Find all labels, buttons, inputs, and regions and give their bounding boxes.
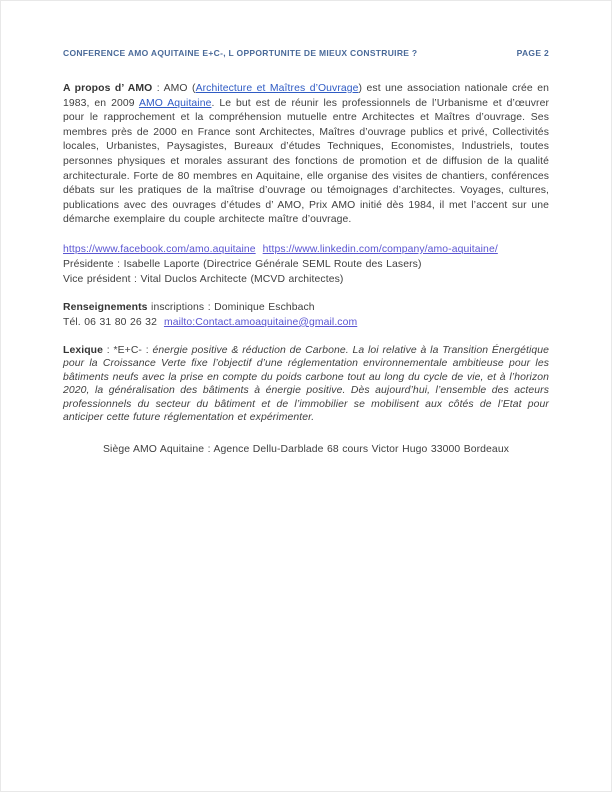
about-text-2: ) est une association nationale crée en 1983, en 2009 bbox=[63, 83, 549, 109]
lexique-body: La loi relative à la Transition Énergétique pour la Croissance Verte fixe l’objectif d’une réglementation environnementale ambitieuse pour les bâtiments neufs avec la prise en compte du poids carbone tout au long du cycle de vie, et à l’horizon 2020, la généralisation des bâtiments à énergie positive. Dès aujourd’hui, l’ensemble des acteurs professionnels du secteur du bâtiment et de l’immobilier se mobilisent aux côtés de l’Etat pour anticiper cette future réglementation et expérimenter. bbox=[63, 344, 549, 424]
linkedin-link[interactable]: https://www.linkedin.com/company/amo-aquitaine/ bbox=[262, 243, 498, 255]
renseignements-rest: inscriptions : Dominique Eschbach bbox=[147, 301, 315, 313]
about-lead: A propos d’ AMO bbox=[63, 83, 153, 94]
president-line: Présidente : Isabelle Laporte (Directrice Générale SEML Route des Lasers) bbox=[63, 259, 422, 271]
about-text-1: : AMO ( bbox=[152, 83, 196, 94]
link-architecture-maitres-ouvrage[interactable]: Architecture et Maîtres d’Ouvrage bbox=[195, 83, 359, 94]
lexique-paragraph bbox=[63, 344, 549, 425]
contacts-block bbox=[63, 242, 549, 288]
social-links-line bbox=[63, 242, 549, 257]
renseignements-line bbox=[63, 300, 549, 315]
lexique-term: : *E+C- : bbox=[102, 344, 153, 356]
vice-president-line: Vice président : Vital Duclos Architecte (MCVD architectes) bbox=[63, 274, 344, 286]
phone-number: Tél. 06 31 80 26 32 bbox=[63, 316, 157, 328]
renseignements-lead: Renseignements bbox=[63, 301, 148, 313]
lexique-lead: Lexique bbox=[63, 344, 103, 356]
page-number: PAGE 2 bbox=[516, 48, 549, 58]
email-link[interactable]: mailto:Contact.amoaquitaine@gmail.com bbox=[163, 316, 358, 328]
page-content bbox=[1, 1, 611, 457]
about-paragraph bbox=[63, 82, 549, 228]
phone-line bbox=[63, 315, 549, 330]
page-header bbox=[63, 48, 549, 58]
siege-line: Siège AMO Aquitaine : Agence Dellu-Darblade 68 cours Victor Hugo 33000 Bordeaux bbox=[103, 443, 509, 455]
lexique-definition: énergie positive & réduction de Carbone. bbox=[152, 344, 353, 356]
header-title: CONFERENCE AMO AQUITAINE E+C-, L OPPORTUNITE DE MIEUX CONSTRUIRE ? bbox=[63, 48, 418, 58]
about-text-3: . Le but est de réunir les professionnels de l’Urbanisme et d’œuvrer pour le rapprochement et la compréhension mutuelle entre Architectes et Maîtres d’ouvrage. Ses membres près de 2000 en France sont Architectes, Maîtres d’ouvrage publics et privé, Collectivités locales, Urbanistes, Paysagistes, Bureaux d’études Techniques, Economistes, Industriels, toutes personnes physiques et morales assurant des fonctions de promotion et de diffusion de la qualité architecturale. Forte de 80 membres en Aquitaine, elle organise des visites de chantiers, conférences débats sur les pratiques de la maîtrise d’ouvrage ou témoignages d’architectes. Voyages, cultures, publications avec des ouvrages d’études d’ AMO, Prix AMO initié dès 1984, il met l’accent sur une démarche exemplaire du couple architecte maître d’ouvrage. bbox=[63, 97, 550, 226]
facebook-link[interactable]: https://www.facebook.com/amo.aquitaine bbox=[63, 243, 256, 255]
link-amo-aquitaine[interactable]: AMO Aquitaine bbox=[138, 97, 212, 109]
renseignements-block bbox=[63, 300, 549, 330]
